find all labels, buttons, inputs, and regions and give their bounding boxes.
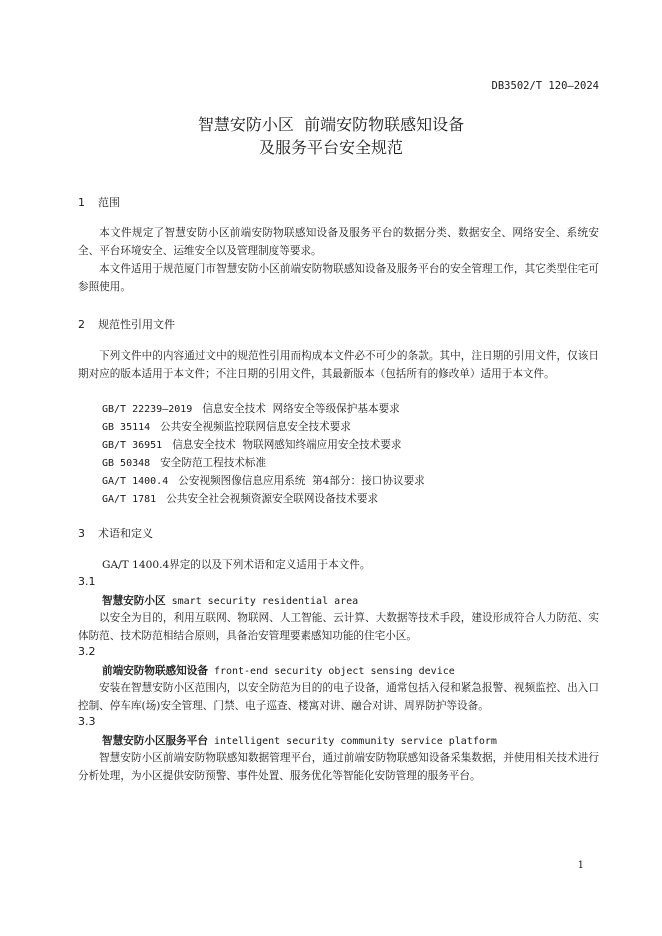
term-heading <box>102 593 358 608</box>
reference-title: 公安视频图像信息应用系统 第4部分：接口协议要求 <box>178 475 425 487</box>
reference-item <box>102 490 378 509</box>
reference-code: GB/T 22239—2019 <box>102 404 193 415</box>
section-number: 2 <box>78 318 85 331</box>
term-english: smart security residential area <box>171 596 359 607</box>
document-title-line2: 及服务平台安全规范 <box>258 138 403 157</box>
section-1-paragraph-1 <box>78 224 599 260</box>
reference-item <box>102 418 351 437</box>
reference-title: 公共安全社会视频资源安全联网设备技术要求 <box>166 493 379 505</box>
section-2-heading <box>78 316 175 332</box>
reference-code: GB 35114 <box>102 422 151 433</box>
document-title-line1: 智慧安防小区 前端安防物联感知设备 <box>197 115 465 134</box>
term-chinese: 智慧安防小区服务平台 <box>102 735 208 747</box>
term-definition <box>78 679 599 715</box>
reference-code: GB 50348 <box>102 458 151 469</box>
paragraph-text: 本文件规定了智慧安防小区前端安防物联感知设备及服务平台的数据分类、数据安全、网络安全、系统安全、平台环境安全、运维安全以及管理制度等要求。 <box>78 227 599 257</box>
term-english: front-end security object sensing device <box>213 666 455 677</box>
term-number: 3.1 <box>78 575 96 588</box>
reference-item <box>102 436 401 455</box>
page-number: 1 <box>577 860 584 871</box>
section-1-heading <box>78 194 120 210</box>
section-title: 术语和定义 <box>98 527 153 540</box>
term-definition <box>78 749 599 785</box>
section-title: 范围 <box>98 196 120 209</box>
section-3-intro: GA/T 1400.4界定的以及下列术语和定义适用于本文件。 <box>102 559 371 571</box>
reference-code: GB/T 36951 <box>102 440 163 451</box>
section-title: 规范性引用文件 <box>98 318 175 331</box>
paragraph-text: 以安全为目的，利用互联网、物联网、人工智能、云计算、大数据等技术手段，建设形成符合人力防范、实体防范、技术防范相结合原则，具备治安管理要素感知功能的住宅小区。 <box>78 612 599 642</box>
reference-item <box>102 454 266 473</box>
section-number: 1 <box>78 196 85 209</box>
term-definition <box>78 609 599 645</box>
section-3-heading <box>78 525 153 541</box>
reference-title: 信息安全技术 物联网感知终端应用安全技术要求 <box>172 439 402 451</box>
reference-code: GA/T 1781 <box>102 494 157 505</box>
paragraph-text: 本文件适用于规范厦门市智慧安防小区前端安防物联感知设备及服务平台的安全管理工作，其它类型住宅可参照使用。 <box>78 263 599 293</box>
section-1-paragraph-2 <box>78 260 599 296</box>
term-chinese: 智慧安防小区 <box>102 595 166 607</box>
reference-title: 信息安全技术 网络安全等级保护基本要求 <box>202 403 400 415</box>
paragraph-text: 安装在智慧安防小区范围内，以安全防范为目的的电子设备，通常包括入侵和紧急报警、视频监控、出入口控制、停车库(场)安全管理、门禁、电子巡查、楼寓对讲、融合对讲、周界防护等设备。 <box>78 682 599 712</box>
reference-title: 安全防范工程技术标准 <box>160 457 267 469</box>
reference-code: GA/T 1400.4 <box>102 476 169 487</box>
reference-item <box>102 472 425 491</box>
term-heading <box>102 663 455 678</box>
section-number: 3 <box>78 527 85 540</box>
term-english: intelligent security community service platform <box>213 736 497 747</box>
reference-title: 公共安全视频监控联网信息安全技术要求 <box>160 421 351 433</box>
document-code: DB3502/T 120—2024 <box>491 80 599 92</box>
section-2-paragraph-1 <box>78 347 599 383</box>
paragraph-text: 智慧安防小区前端安防物联感知数据管理平台，通过前端安防物联感知设备采集数据，并使用相关技术进行分析处理，为小区提供安防预警、事件处置、服务优化等智能化安防管理的服务平台。 <box>78 752 599 782</box>
term-chinese: 前端安防物联感知设备 <box>102 665 208 677</box>
term-heading <box>102 733 497 748</box>
term-number: 3.2 <box>78 645 96 658</box>
paragraph-text: 下列文件中的内容通过文中的规范性引用而构成本文件必不可少的条款。其中，注日期的引用文件，仅该日期对应的版本适用于本文件；不注日期的引用文件，其最新版本（包括所有的修改单）适用于本文件。 <box>78 350 599 380</box>
reference-item <box>102 400 400 419</box>
term-number: 3.3 <box>78 715 96 728</box>
